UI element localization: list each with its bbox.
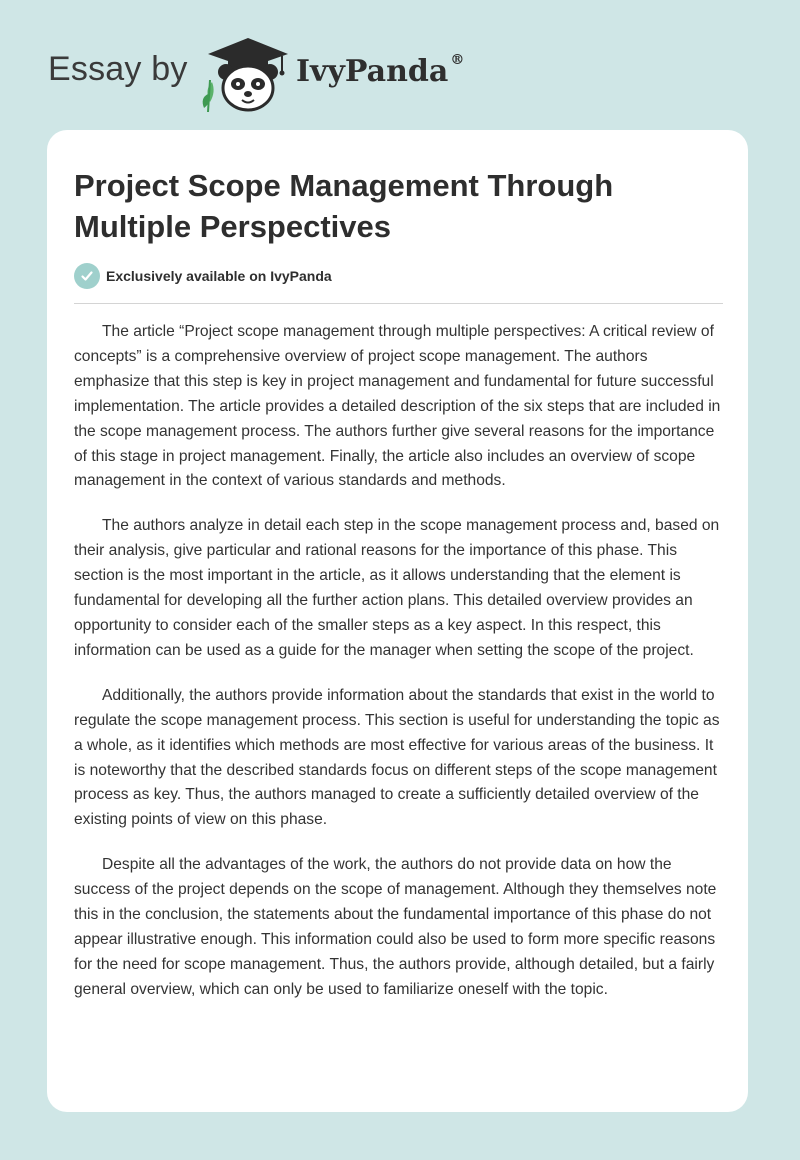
paragraph: The authors analyze in detail each step in the scope management process and, based on their analysis, give particular and rational reasons for the importance of this phase. This section is the most important in the article, as it allows understanding that the element is fundamental for developing all the further action plans. This detailed overview provides an opportunity to consider each of the smaller steps as a key aspect. In this respect, this information can be used as a guide for the manager when setting the scope of the project. — [74, 517, 720, 659]
registered-mark: ® — [450, 52, 465, 68]
badge-label: Exclusively available on IvyPanda — [106, 268, 332, 284]
page-title: Project Scope Management Through Multiple Perspectives — [74, 168, 614, 244]
paragraph: Additionally, the authors provide information about the standards that exist in the world to regulate the scope management process. This section is useful for understanding the topic as a whole, as it identifies which methods are most effective for various areas of the business. It is noteworthy that the described standards focus on different steps of the scope management process as key. Thus, the authors managed to create a sufficiently detailed overview of the existing points of view on this phase. — [74, 686, 720, 829]
site-header — [0, 0, 800, 125]
brand-name: IvyPanda ® — [296, 52, 465, 89]
exclusive-badge — [74, 263, 332, 289]
paragraph: The article “Project scope management through multiple perspectives: A critical review of concepts” is a comprehensive overview of project scope management. The authors emphasize that this step is key in project management and fundamental for future successful implementation. The article provides a detailed description of the six steps that are included in the scope management process. The authors further give several reasons for the importance of this stage in project management. Finally, the article also includes an overview of scope management in the context of various standards and methods. — [74, 323, 721, 490]
divider — [74, 303, 723, 304]
essay-body — [74, 320, 726, 1023]
paragraph: Despite all the advantages of the work, the authors do not provide data on how the success of the project depends on the scope of management. Although they themselves note this in the conclusion, the statements about the fundamental importance of this phase do not appear illustrative enough. This information could also be used to form more specific reasons for the need for scope management. Thus, the authors provide, although detailed, but a fairly general overview, which can only be used to familiarize oneself with the topic. — [74, 856, 717, 998]
essay-card — [47, 130, 748, 1112]
essay-by-label: Essay by — [48, 50, 188, 88]
ivypanda-logo-icon[interactable] — [198, 32, 298, 114]
check-icon — [74, 263, 100, 289]
